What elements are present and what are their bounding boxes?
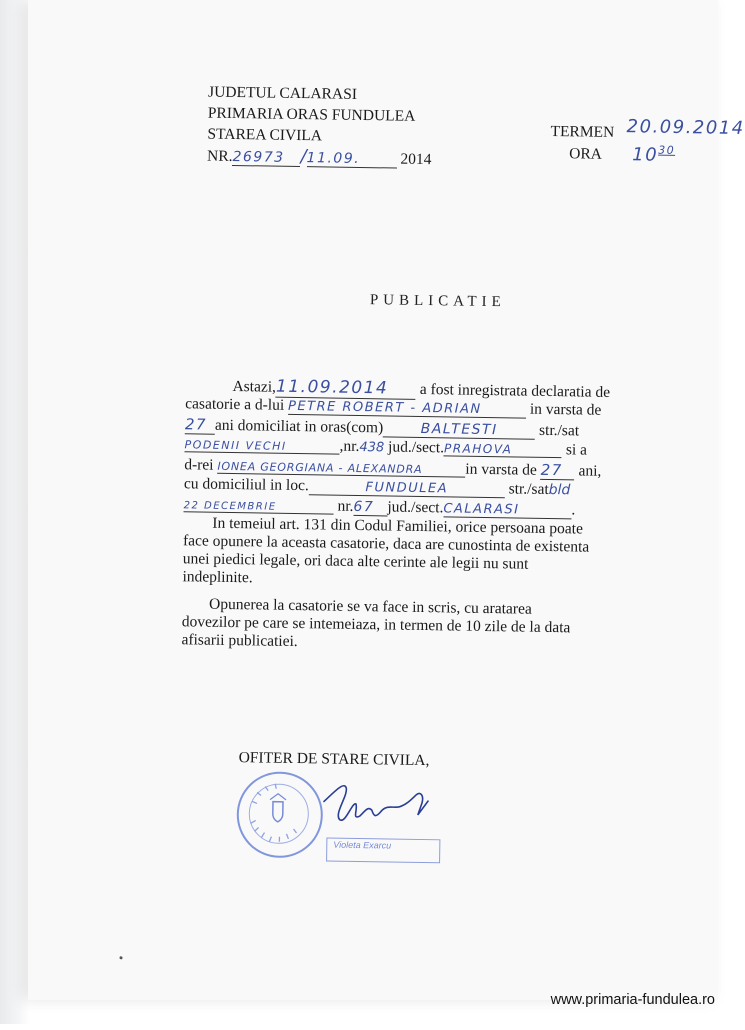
ani-label: ani, xyxy=(578,462,602,480)
officer-title: OFITER DE STARE CIVILA, xyxy=(238,749,430,770)
scan-speck xyxy=(119,956,122,959)
termen-label: TERMEN xyxy=(550,122,615,141)
d-rei-label: d-rei xyxy=(184,456,214,474)
ora-minutes: 30 xyxy=(658,143,676,157)
period: . xyxy=(571,501,576,519)
bride-str-extra-handwritten: bld xyxy=(548,481,571,499)
nr-separator: / xyxy=(300,146,307,168)
seal-emblem-icon xyxy=(236,771,319,854)
astazi-label: Astazi, xyxy=(232,377,277,396)
document-title: PUBLICATIE xyxy=(369,292,506,311)
p1-line4: indeplinite. xyxy=(182,568,253,587)
bride-age-handwritten: 27 xyxy=(541,461,575,481)
groom-str-label: str./sat xyxy=(538,421,580,440)
marriage-text: casatorie a d-lui xyxy=(185,395,285,414)
nr-value-handwritten: 26973 xyxy=(232,149,300,167)
officer-name-stamp xyxy=(326,838,440,864)
bride-street-handwritten: 22 DECEMBRIE xyxy=(184,500,334,514)
termen-value-handwritten: 20.09.2014 xyxy=(626,116,745,140)
bride-city-handwritten: FUNDULEA xyxy=(309,479,505,498)
header-office: STAREA CIVILA xyxy=(207,125,323,145)
p1-line3: unei piedici legale, ori daca alte cerinte ale legii nu sunt xyxy=(182,550,529,573)
registered-text: a fost inregistrata declaratia de xyxy=(419,380,611,401)
nr-label: NR. xyxy=(206,147,233,165)
ora-value-handwritten xyxy=(632,143,675,166)
groom-county-handwritten: PRAHOVA xyxy=(444,441,562,458)
bride-name-handwritten: IONEA GEORGIANA - ALEXANDRA xyxy=(217,460,465,478)
ora-label: ORA xyxy=(569,145,603,163)
bride-nr-handwritten: 67 xyxy=(353,499,387,517)
header-town-hall: PRIMARIA ORAS FUNDULEA xyxy=(207,104,416,125)
groom-city-handwritten: BALTESTI xyxy=(383,420,535,439)
groom-age-handwritten: 27 xyxy=(185,415,215,434)
date-handwritten: 11.09.2014 xyxy=(276,377,416,400)
groom-jud-label: jud./sect. xyxy=(387,438,445,457)
p2-line3: afisarii publicatiei. xyxy=(181,631,298,651)
groom-domicile-label: ani domiciliat in oras(com) xyxy=(214,416,384,437)
website-footer: www.primaria-fundulea.ro xyxy=(550,992,715,1008)
officer-name-stamp-text: Violeta Exarcu xyxy=(333,839,392,851)
groom-street-handwritten: PODENII VECHI xyxy=(184,438,339,454)
bride-domicile-label: cu domiciliul in loc. xyxy=(183,475,309,495)
bride-age-label: in varsta de xyxy=(465,460,537,479)
groom-nr-label: ,nr. xyxy=(339,437,360,455)
header-county: JUDETUL CALARASI xyxy=(207,83,358,103)
groom-age-label: in varsta de xyxy=(529,400,602,419)
p2-line2: dovezilor pe care se intemeiaza, in termen de 10 zile de la data xyxy=(181,613,571,637)
official-seal-stamp xyxy=(236,771,323,858)
bride-jud-label: jud./sect. xyxy=(387,498,444,517)
p1-line1: In temeiul art. 131 din Codul Familiei, orice persoana poate xyxy=(212,514,584,538)
groom-name-handwritten: PETRE ROBERT - ADRIAN xyxy=(288,399,526,419)
si-a-text: si a xyxy=(565,441,588,459)
groom-nr-handwritten: 438 xyxy=(359,439,385,456)
nr-date-handwritten: 11.09. xyxy=(306,150,396,168)
nr-year: 2014 xyxy=(400,150,432,169)
bride-str-label: str./sat xyxy=(508,480,549,498)
registration-number xyxy=(207,145,432,170)
bride-county-handwritten: CALARASI xyxy=(443,501,571,519)
ora-hours: 10 xyxy=(632,144,659,166)
p1-line2: face opunere la aceasta casatorie, daca are cunostinta de existenta xyxy=(182,532,590,556)
bride-nr-label: nr. xyxy=(337,497,354,515)
officer-signature xyxy=(316,779,442,831)
p2-line1: Opunerea la casatorie se va face in scris, cu aratarea xyxy=(208,595,532,618)
